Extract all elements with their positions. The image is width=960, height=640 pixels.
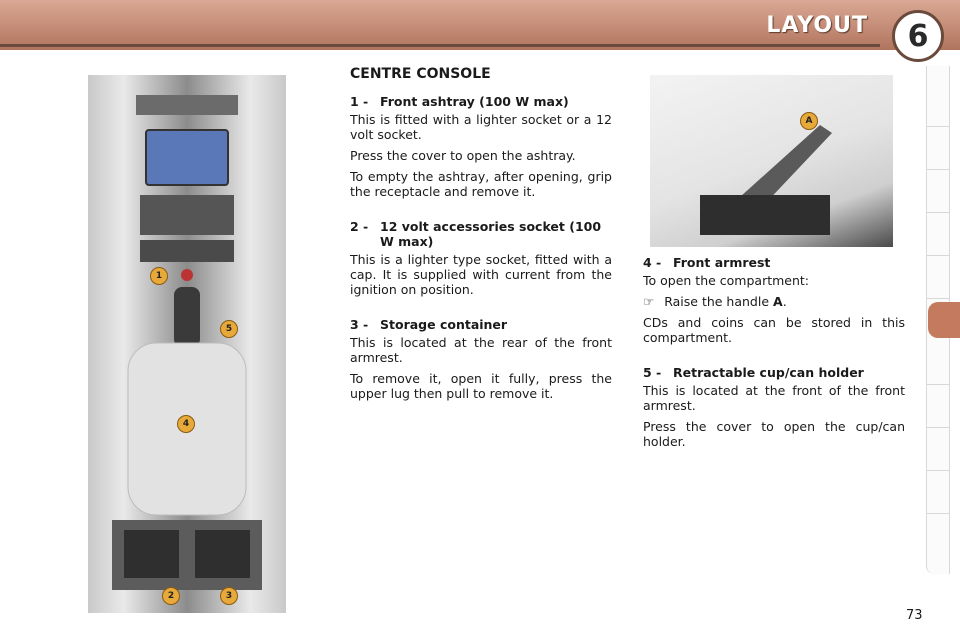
- paragraph: To empty the ashtray, after opening, grip the receptacle and remove it.: [350, 169, 612, 199]
- paragraph: This is located at the rear of the front armrest.: [350, 335, 612, 365]
- pointing-hand-icon: ☞: [643, 294, 655, 309]
- callout-1: 1: [150, 267, 168, 285]
- paragraph: CDs and coins can be stored in this compartment.: [643, 315, 905, 345]
- header-divider: [0, 44, 880, 47]
- callout-3: 3: [220, 587, 238, 605]
- item-heading: 3 - Storage container: [350, 317, 508, 332]
- paragraph: To remove it, open it fully, press the upper lug then pull to remove it.: [350, 371, 612, 401]
- chapter-number-badge: 6: [892, 10, 944, 62]
- console-illustration: [88, 75, 286, 613]
- paragraph: Press the cover to open the cup/can holder.: [643, 419, 905, 449]
- paragraph: This is fitted with a lighter socket or a 12 volt socket.: [350, 112, 612, 142]
- item-heading: 5 - Retractable cup/can holder: [643, 365, 864, 380]
- callout-5: 5: [220, 320, 238, 338]
- item-title: Front armrest: [673, 255, 771, 270]
- armrest-illustration: [650, 75, 893, 247]
- text-column-middle: [350, 94, 612, 407]
- paragraph: This is located at the front of the front armrest.: [643, 383, 905, 413]
- page-number: 73: [906, 608, 923, 623]
- item-title: Front ashtray (100 W max): [380, 94, 569, 109]
- bullet-item: ☞ Raise the handle A.: [643, 294, 787, 309]
- item-heading: 4 - Front armrest: [643, 255, 771, 270]
- callout-2: 2: [162, 587, 180, 605]
- centre-console-photo: [88, 75, 286, 613]
- callout-a: A: [800, 112, 818, 130]
- paragraph: To open the compartment:: [643, 273, 810, 288]
- paragraph: Press the cover to open the ashtray.: [350, 148, 576, 163]
- front-armrest-photo: [650, 75, 893, 247]
- item-heading: 2 - 12 volt accessories socket (100 W max): [350, 219, 612, 249]
- text-column-right: [643, 255, 905, 455]
- callout-4: 4: [177, 415, 195, 433]
- active-chapter-tab[interactable]: [928, 302, 960, 338]
- item-heading: 1 - Front ashtray (100 W max): [350, 94, 569, 109]
- paragraph: This is a lighter type socket, fitted with a cap. It is supplied with current from the ignition on position.: [350, 252, 612, 297]
- item-title: Retractable cup/can holder: [673, 365, 864, 380]
- chapter-title: LAYOUT: [766, 13, 868, 38]
- item-title: 12 volt accessories socket (100 W max): [380, 219, 602, 249]
- chapter-header: [0, 0, 960, 50]
- section-title: CENTRE CONSOLE: [350, 66, 491, 82]
- item-title: Storage container: [380, 317, 508, 332]
